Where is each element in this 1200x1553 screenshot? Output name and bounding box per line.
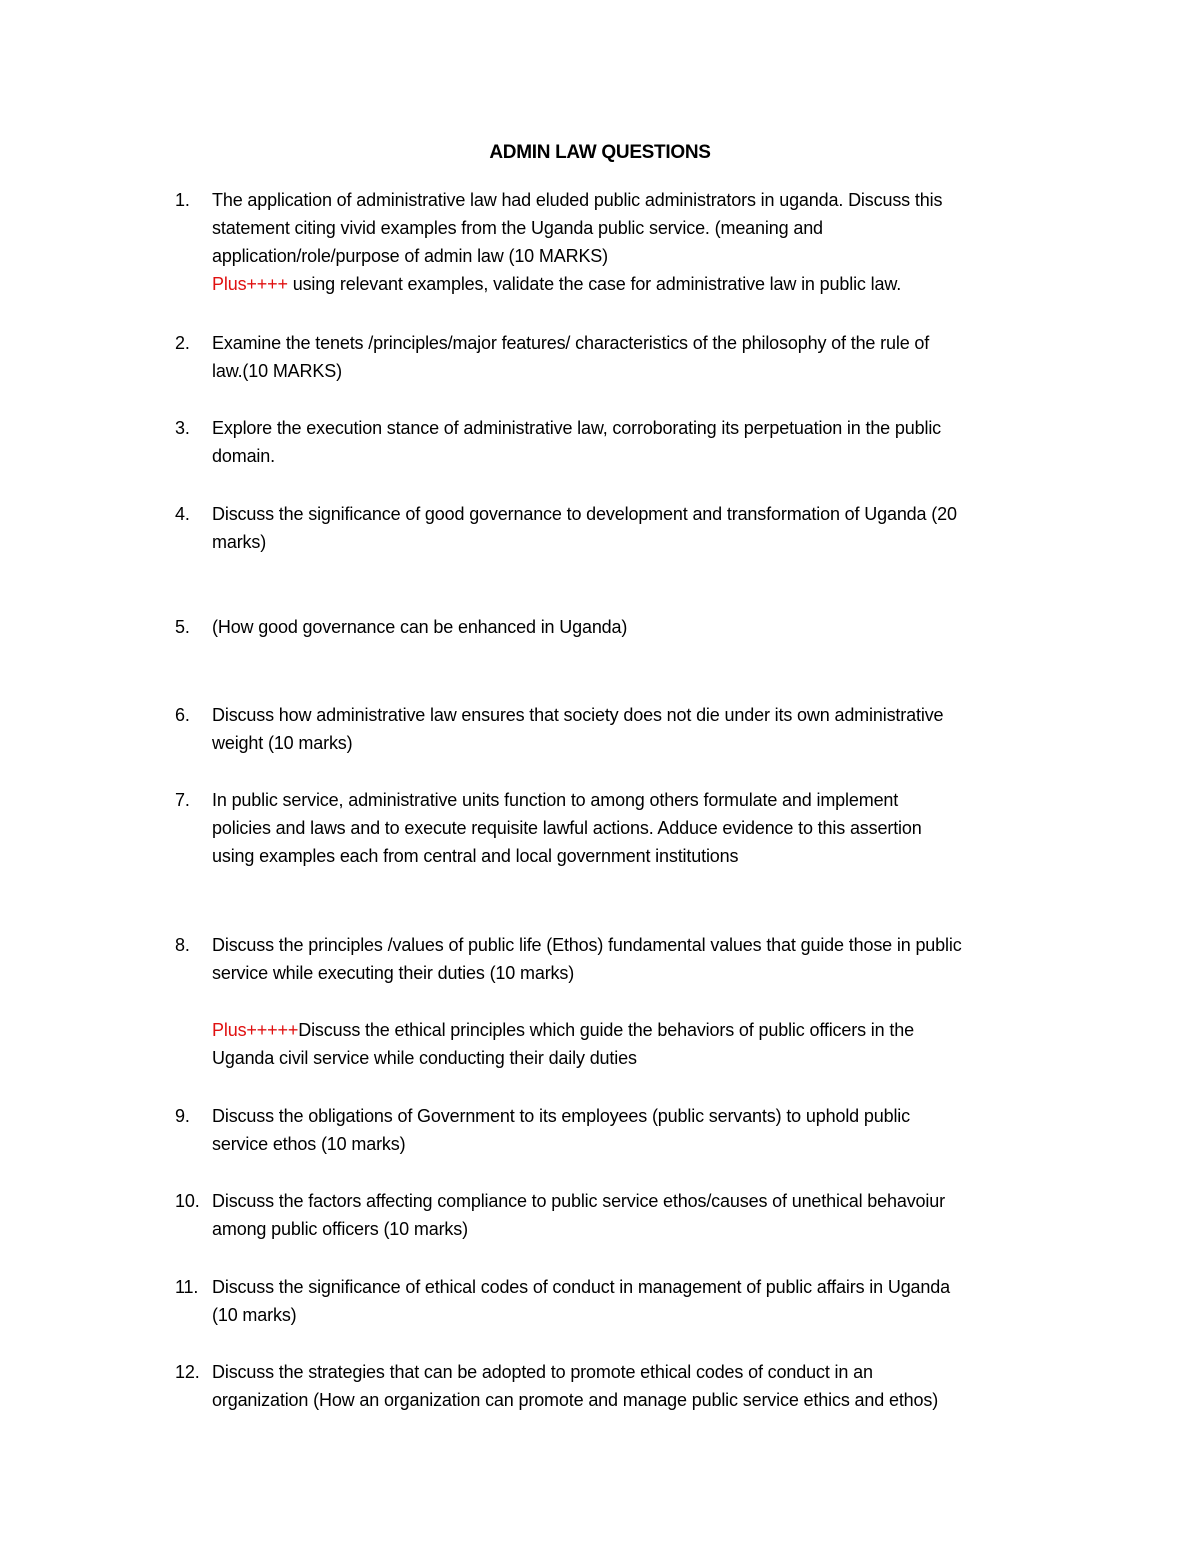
question-number: 5. <box>175 617 190 637</box>
question-number: 3. <box>175 418 190 438</box>
question-9 <box>175 1102 1065 1158</box>
question-text <box>212 1102 1065 1158</box>
question-number: 4. <box>175 504 190 524</box>
question-line: In public service, administrative units function to among others formulate and implement <box>212 790 899 810</box>
plus-line <box>212 1016 1072 1044</box>
question-line: weight (10 marks) <box>212 733 353 753</box>
question-8-plus <box>212 1016 1072 1072</box>
question-number: 2. <box>175 333 190 353</box>
question-10 <box>175 1187 1065 1243</box>
question-text <box>212 186 1065 298</box>
question-line: Explore the execution stance of administrative law, corroborating its perpetuation in the public <box>212 418 942 438</box>
question-line: application/role/purpose of admin law (10 MARKS) <box>212 246 608 266</box>
question-number: 11. <box>175 1277 199 1297</box>
question-2 <box>175 329 1065 385</box>
question-number: 8. <box>175 935 190 955</box>
question-line: policies and laws and to execute requisite lawful actions. Adduce evidence to this assertion <box>212 818 922 838</box>
question-4 <box>175 500 1065 556</box>
plus-text: Discuss the ethical principles which guide the behaviors of public officers in the <box>298 1020 914 1040</box>
question-line: service ethos (10 marks) <box>212 1134 406 1154</box>
question-line: Discuss the obligations of Government to its employees (public servants) to uphold public <box>212 1106 911 1126</box>
question-line: service while executing their duties (10 marks) <box>212 963 575 983</box>
question-number: 12. <box>175 1362 200 1382</box>
question-number: 7. <box>175 790 190 810</box>
question-line: (How good governance can be enhanced in Uganda) <box>212 617 628 637</box>
plus-line <box>212 270 1065 298</box>
question-8 <box>175 931 1065 987</box>
question-5 <box>175 613 1065 641</box>
question-line: Discuss the principles /values of public life (Ethos) fundamental values that guide those in public <box>212 935 962 955</box>
question-line: Discuss how administrative law ensures that society does not die under its own administrative <box>212 705 944 725</box>
question-line: (10 marks) <box>212 1305 297 1325</box>
question-11 <box>175 1273 1065 1329</box>
question-6 <box>175 701 1065 757</box>
plus-label: Plus++++ <box>212 274 288 294</box>
question-line: The application of administrative law had eluded public administrators in uganda. Discuss this <box>212 190 943 210</box>
question-text <box>212 1358 1065 1414</box>
question-number: 1. <box>175 190 190 210</box>
question-3 <box>175 414 1065 470</box>
question-line: Discuss the strategies that can be adopted to promote ethical codes of conduct in an <box>212 1362 873 1382</box>
question-line: Examine the tenets /principles/major features/ characteristics of the philosophy of the rule of <box>212 333 930 353</box>
question-text <box>212 786 1065 870</box>
question-line: marks) <box>212 532 267 552</box>
question-text <box>212 701 1065 757</box>
question-line: Discuss the factors affecting compliance to public service ethos/causes of unethical behavoiur <box>212 1191 945 1211</box>
question-text <box>212 500 1065 556</box>
question-line: Discuss the significance of good governance to development and transformation of Uganda (20 <box>212 504 957 524</box>
question-number: 6. <box>175 705 190 725</box>
question-line: law.(10 MARKS) <box>212 361 342 381</box>
plus-label: Plus+++++ <box>212 1020 299 1040</box>
question-line: organization (How an organization can promote and manage public service ethics and ethos) <box>212 1390 939 1410</box>
question-text <box>212 414 1065 470</box>
question-line: Uganda civil service while conducting their daily duties <box>212 1048 637 1068</box>
question-7 <box>175 786 1065 870</box>
question-line: domain. <box>212 446 275 466</box>
question-text <box>212 1187 1065 1243</box>
question-number: 10. <box>175 1191 200 1211</box>
question-text <box>212 329 1065 385</box>
question-text <box>212 1273 1065 1329</box>
question-line: using examples each from central and local government institutions <box>212 846 739 866</box>
question-line: Discuss the significance of ethical codes of conduct in management of public affairs in Uganda <box>212 1277 950 1297</box>
question-1 <box>175 186 1065 298</box>
question-text <box>212 931 1065 987</box>
question-line: statement citing vivid examples from the Uganda public service. (meaning and <box>212 218 823 238</box>
document-title: ADMIN LAW QUESTIONS <box>489 142 711 163</box>
question-12 <box>175 1358 1065 1414</box>
question-line: among public officers (10 marks) <box>212 1219 468 1239</box>
plus-text: using relevant examples, validate the case for administrative law in public law. <box>287 274 902 294</box>
question-number: 9. <box>175 1106 190 1126</box>
question-text <box>212 613 1065 641</box>
